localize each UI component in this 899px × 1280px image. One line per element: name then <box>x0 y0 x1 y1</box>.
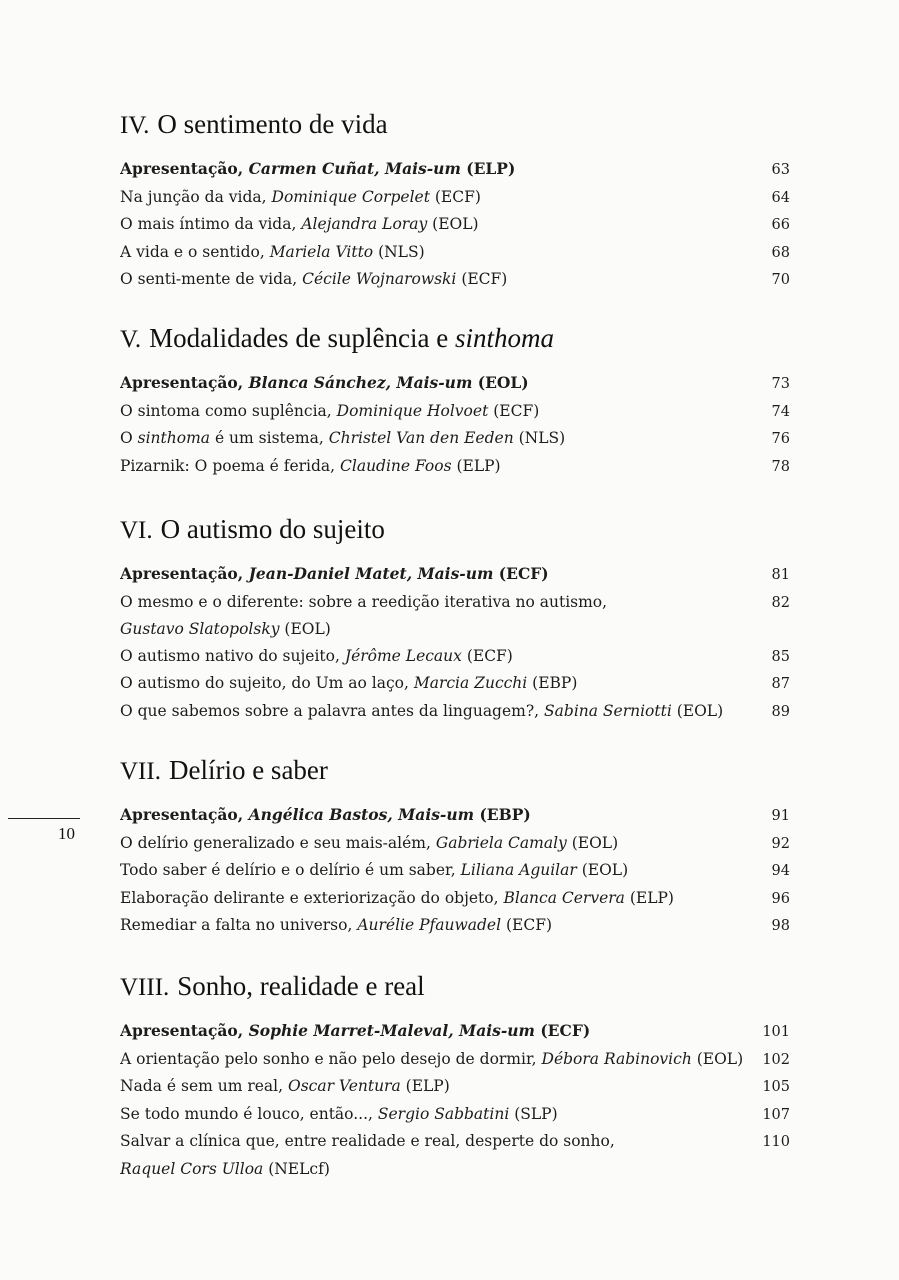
entry-author: Jérôme Lecaux <box>344 646 462 665</box>
entry-text <box>120 425 750 452</box>
entry-text <box>120 266 750 293</box>
entry-text <box>120 1128 750 1155</box>
entry-title: O delírio generalizado e seu mais-além, <box>120 833 436 852</box>
section-title-text: Modalidades de suplência e <box>149 323 455 353</box>
entry-text <box>120 370 750 397</box>
entry-text <box>120 616 750 643</box>
entry-page-number: 98 <box>771 918 790 935</box>
entry-school: (EOL) <box>691 1049 744 1068</box>
entry-title-italic: sinthoma <box>137 429 211 448</box>
entry-author: Sophie Marret-Maleval, Mais-um <box>248 1021 535 1040</box>
entry-school: (EBP) <box>527 674 578 693</box>
entry-school: (EOL) <box>671 701 724 720</box>
entry-page-number: 94 <box>771 863 790 880</box>
entry-author: Carmen Cuñat, Mais-um <box>248 159 461 178</box>
entry-school: (ELP) <box>400 1077 450 1096</box>
toc-entry <box>120 398 790 426</box>
entry-title: Apresentação, <box>120 564 249 583</box>
section-number: VIII. <box>120 974 170 1001</box>
entry-text <box>120 1156 750 1183</box>
toc-entry <box>120 184 790 212</box>
entry-title: Se todo mundo é louco, então..., <box>120 1104 378 1123</box>
entry-page-number: 66 <box>771 217 790 234</box>
entry-page-number: 92 <box>771 835 790 852</box>
entry-author: Blanca Cervera <box>503 888 625 907</box>
section-title <box>120 322 790 356</box>
entry-author: Cécile Wojnarowski <box>302 270 457 289</box>
entry-author: Marcia Zucchi <box>413 674 528 693</box>
entry-text <box>120 156 750 183</box>
entry-text <box>120 698 750 725</box>
entry-school: (ELP) <box>624 888 674 907</box>
entry-school: (EOL) <box>472 373 529 392</box>
toc-entry <box>120 1128 790 1156</box>
folio-rule <box>8 818 80 819</box>
entry-school: (ECF) <box>493 564 549 583</box>
entry-title: O mais íntimo da vida, <box>120 215 302 234</box>
section-title <box>120 108 790 142</box>
toc-entry <box>120 239 790 267</box>
entry-title: O senti-mente de vida, <box>120 270 303 289</box>
entry-text <box>120 561 750 588</box>
entry-page-number: 74 <box>771 403 790 420</box>
entry-text <box>120 184 750 211</box>
entry-author: Raquel Cors Ulloa <box>120 1159 264 1178</box>
section-number: V. <box>120 326 142 353</box>
entry-author: Débora Rabinovich <box>541 1049 692 1068</box>
entry-author: Gabriela Camaly <box>435 833 567 852</box>
entry-school: (NELcf) <box>263 1159 330 1178</box>
entry-author: Alejandra Loray <box>301 215 428 234</box>
entry-school: (ECF) <box>501 916 553 935</box>
entry-page-number: 105 <box>762 1079 790 1096</box>
entry-author: Oscar Ventura <box>288 1077 401 1096</box>
entry-title: Apresentação, <box>120 805 249 824</box>
section-title-italic: sinthoma <box>455 323 555 353</box>
toc-entry-presentation <box>120 1018 790 1046</box>
entry-author: Claudine Foos <box>340 456 452 475</box>
entry-title: O mesmo e o diferente: sobre a reedição iterativa no autismo, <box>120 592 608 611</box>
entry-title: Na junção da vida, <box>120 187 272 206</box>
entry-school: (ECF) <box>456 270 508 289</box>
entry-title: Elaboração delirante e exteriorização do objeto, <box>120 888 504 907</box>
entry-text <box>120 857 750 884</box>
entry-title: A orientação pelo sonho e não pelo desejo de dormir, <box>120 1049 542 1068</box>
entry-author: Jean-Daniel Matet, Mais-um <box>248 564 494 583</box>
section-title-text: Sonho, realidade e real <box>177 971 425 1001</box>
entry-title: Apresentação, <box>120 1021 249 1040</box>
section-title-text: O sentimento de vida <box>157 109 388 139</box>
toc-section <box>120 322 790 480</box>
toc-entry <box>120 589 790 617</box>
entry-page-number: 64 <box>771 189 790 206</box>
entry-page-number: 63 <box>771 162 790 178</box>
entry-page-number: 102 <box>762 1051 790 1068</box>
toc-entry-presentation <box>120 561 790 589</box>
entry-title: O que sabemos sobre a palavra antes da linguagem?, <box>120 701 545 720</box>
entry-school: (EOL) <box>279 620 331 639</box>
toc-entry-presentation <box>120 802 790 830</box>
toc-section <box>120 513 790 726</box>
page-number: 10 <box>58 824 75 843</box>
entry-title: Remediar a falta no universo, <box>120 916 358 935</box>
entry-school: (ELP) <box>460 159 516 178</box>
toc-section <box>120 754 790 940</box>
toc-entry <box>120 616 790 643</box>
entry-page-number: 78 <box>771 458 790 475</box>
entry-title: Apresentação, <box>120 159 249 178</box>
entry-author: Gustavo Slatopolsky <box>120 620 280 639</box>
entry-page-number: 89 <box>771 703 790 720</box>
entry-title: Salvar a clínica que, entre realidade e real, desperte do sonho, <box>120 1132 615 1151</box>
entry-school: (ECF) <box>461 646 513 665</box>
entry-title: Todo saber é delírio e o delírio é um saber, <box>120 861 461 880</box>
entry-page-number: 70 <box>771 272 790 289</box>
entry-page-number: 68 <box>771 244 790 261</box>
entry-page-number: 91 <box>771 808 790 824</box>
entry-author: Dominique Corpelet <box>271 187 430 206</box>
toc-entry <box>120 1156 790 1183</box>
toc-section <box>120 970 790 1183</box>
entry-school: (EOL) <box>427 215 479 234</box>
entry-title: Nada é sem um real, <box>120 1077 288 1096</box>
entry-author: Mariela Vitto <box>269 242 374 261</box>
entry-author: Angélica Bastos, Mais-um <box>248 805 475 824</box>
entry-title: O sintoma como suplência, <box>120 401 337 420</box>
toc-entry <box>120 912 790 940</box>
toc-section <box>120 108 790 294</box>
section-title <box>120 513 790 547</box>
entry-text <box>120 1018 750 1045</box>
entry-text <box>120 211 750 238</box>
entry-page-number: 73 <box>771 376 790 392</box>
entry-text <box>120 670 750 697</box>
entry-page-number: 101 <box>762 1024 790 1040</box>
entry-school: (ELP) <box>451 456 501 475</box>
entry-page-number: 87 <box>771 676 790 693</box>
entry-school: (NLS) <box>373 242 425 261</box>
entry-text <box>120 589 750 616</box>
toc-entry <box>120 266 790 294</box>
entry-author: Christel Van den Eeden <box>328 429 514 448</box>
entry-text <box>120 802 750 829</box>
entry-text <box>120 885 750 912</box>
entry-author: Dominique Holvoet <box>336 401 489 420</box>
entry-page-number: 85 <box>771 648 790 665</box>
section-number: VII. <box>120 758 161 785</box>
entry-text <box>120 453 750 480</box>
section-number: IV. <box>120 112 150 139</box>
toc-entry <box>120 643 790 671</box>
entry-page-number: 82 <box>771 594 790 611</box>
section-title <box>120 970 790 1004</box>
toc-entry <box>120 670 790 698</box>
entry-text <box>120 830 750 857</box>
toc-entry <box>120 885 790 913</box>
section-title-text: O autismo do sujeito <box>160 514 385 544</box>
entry-author: Sabina Serniotti <box>544 701 672 720</box>
toc-entry-presentation <box>120 370 790 398</box>
entry-title: A vida e o sentido, <box>120 242 270 261</box>
entry-text <box>120 912 750 939</box>
entry-page-number: 81 <box>771 567 790 583</box>
toc-entry <box>120 857 790 885</box>
entry-text <box>120 643 750 670</box>
entry-school: (NLS) <box>513 429 566 448</box>
entry-title: é um sistema, <box>210 429 329 448</box>
entry-school: (ECF) <box>534 1021 591 1040</box>
entry-text <box>120 1073 750 1100</box>
entry-text <box>120 239 750 266</box>
entry-text <box>120 398 750 425</box>
entry-author: Aurélie Pfauwadel <box>357 916 502 935</box>
toc-entry <box>120 830 790 858</box>
entry-title-lead: O <box>120 429 138 448</box>
toc-entry <box>120 1101 790 1129</box>
entry-text <box>120 1101 750 1128</box>
toc-entry <box>120 211 790 239</box>
entry-page-number: 107 <box>762 1106 790 1123</box>
entry-author: Liliana Aguilar <box>460 861 577 880</box>
entry-title: Apresentação, <box>120 373 249 392</box>
section-number: VI. <box>120 517 153 544</box>
entry-school: (EOL) <box>566 833 619 852</box>
entry-page-number: 110 <box>762 1134 790 1151</box>
entry-author: Blanca Sánchez, Mais-um <box>248 373 473 392</box>
entry-author: Sergio Sabbatini <box>377 1104 510 1123</box>
entry-title: O autismo nativo do sujeito, <box>120 646 345 665</box>
toc-entry <box>120 1046 790 1074</box>
section-title <box>120 754 790 788</box>
entry-school: (SLP) <box>509 1104 558 1123</box>
toc-entry <box>120 698 790 726</box>
entry-page-number: 96 <box>771 890 790 907</box>
entry-text <box>120 1046 750 1073</box>
entry-title: O autismo do sujeito, do Um ao laço, <box>120 674 414 693</box>
section-title-text: Delírio e saber <box>168 755 328 785</box>
entry-school: (ECF) <box>488 401 540 420</box>
toc-entry <box>120 425 790 453</box>
entry-title: Pizarnik: O poema é ferida, <box>120 456 341 475</box>
entry-school: (ECF) <box>429 187 481 206</box>
toc-entry <box>120 1073 790 1101</box>
entry-page-number: 76 <box>771 431 790 448</box>
entry-school: (EOL) <box>576 861 629 880</box>
toc-entry-presentation <box>120 156 790 184</box>
toc-entry <box>120 453 790 481</box>
entry-school: (EBP) <box>474 805 531 824</box>
